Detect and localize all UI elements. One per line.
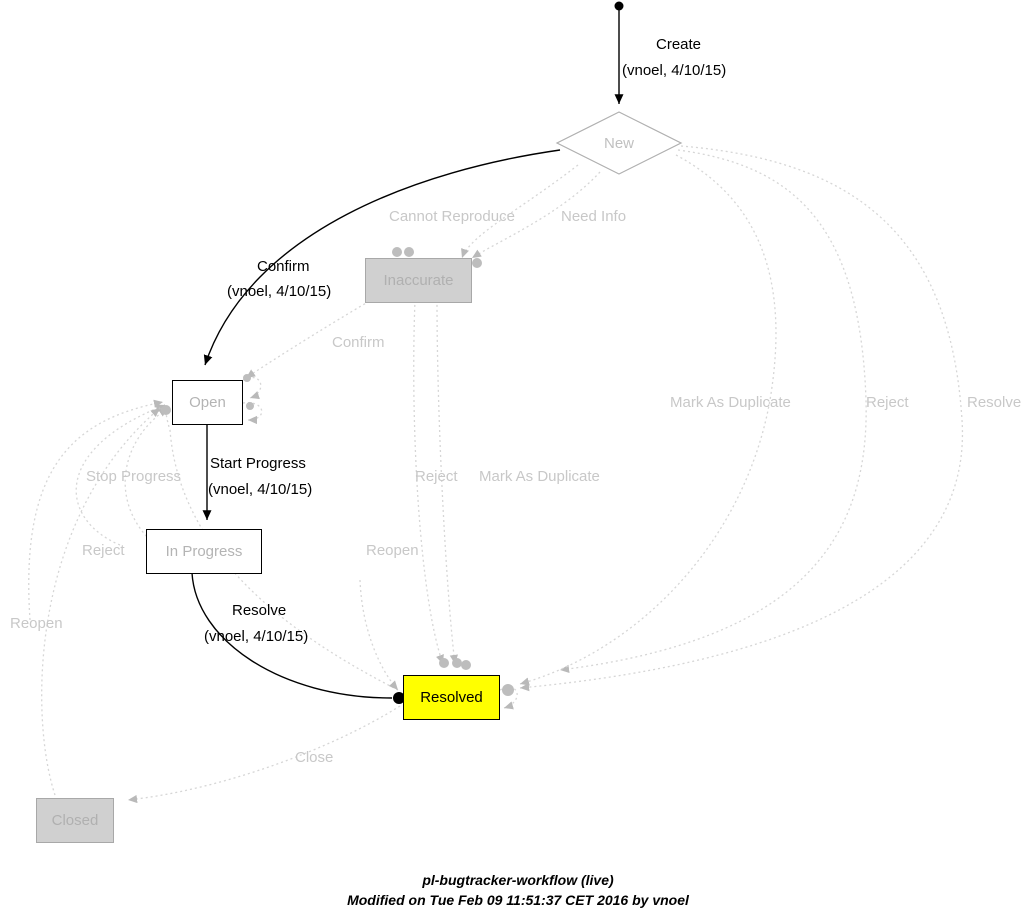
- transition-label-close: [295, 749, 333, 766]
- transition-cannot-reproduce-name: Cannot Reproduce: [389, 208, 515, 225]
- transition-label-reopen-mid: [366, 542, 419, 559]
- transition-label-mark-as-duplicate-right: [670, 394, 791, 411]
- transition-reject-left-name: Reject: [82, 542, 125, 559]
- node-inaccurate[interactable]: [365, 258, 472, 303]
- diagram-title-text: pl-bugtracker-workflow (live): [422, 872, 614, 888]
- transition-sub-create: [622, 62, 726, 79]
- transition-label-need-info: [561, 208, 626, 225]
- transition-label-resolve: [232, 602, 286, 619]
- transition-label-start-progress: [210, 455, 306, 472]
- transition-label-cannot-reproduce: [389, 208, 515, 225]
- diagram-modified: [0, 892, 1036, 908]
- node-new[interactable]: [557, 126, 681, 160]
- transition-confirm-dotted-name: Confirm: [332, 334, 385, 351]
- transition-confirm-actor: (vnoel, 4/10/15): [227, 283, 332, 300]
- node-in-progress[interactable]: [146, 529, 262, 574]
- transition-label-create: [656, 36, 701, 53]
- transition-sub-confirm: [227, 283, 331, 300]
- transition-create-name: Create: [656, 36, 702, 53]
- node-closed-label: Closed: [51, 812, 99, 829]
- transition-resolve-right-name: Resolve: [967, 394, 1022, 411]
- transition-mad-right-name: Mark As Duplicate: [670, 394, 791, 411]
- transition-label-reject-mid: [415, 468, 458, 485]
- node-resolved-label: Resolved: [420, 689, 483, 706]
- transition-reopen-left-name: Reopen: [10, 615, 63, 632]
- transition-label-confirm-dotted: [332, 334, 385, 351]
- diagram-modified-text: Modified on Tue Feb 09 11:51:37 CET 2016 by vnoel: [347, 892, 689, 908]
- node-in-progress-label: In Progress: [165, 543, 243, 560]
- transition-need-info-name: Need Info: [561, 208, 627, 225]
- transition-stop-progress-name: Stop Progress: [86, 468, 182, 485]
- transition-label-confirm: [257, 258, 310, 275]
- node-resolved[interactable]: [403, 675, 500, 720]
- transition-label-reopen-left: [10, 615, 63, 632]
- transition-close-name: Close: [295, 749, 334, 766]
- diagram-title: [0, 872, 1036, 888]
- transition-label-reject-right: [866, 394, 909, 411]
- transition-reopen-mid-name: Reopen: [366, 542, 419, 559]
- transition-mad-mid-name: Mark As Duplicate: [479, 468, 600, 485]
- transition-reject-right-name: Reject: [866, 394, 909, 411]
- node-open[interactable]: [172, 380, 243, 425]
- node-open-label: Open: [189, 394, 226, 411]
- transition-label-resolve-right: [967, 394, 1021, 411]
- transition-start-progress-actor: (vnoel, 4/10/15): [208, 481, 313, 498]
- transition-resolve-name: Resolve: [232, 602, 287, 619]
- node-inaccurate-label: Inaccurate: [383, 272, 454, 289]
- transition-reject-mid-name: Reject: [415, 468, 458, 485]
- transition-confirm-name: Confirm: [257, 258, 310, 275]
- transition-create-actor: (vnoel, 4/10/15): [622, 62, 727, 79]
- transition-sub-start-progress: [208, 481, 312, 498]
- transition-start-progress-name: Start Progress: [210, 455, 306, 472]
- node-new-label: New: [603, 134, 634, 152]
- transition-label-mark-as-duplicate-mid: [479, 468, 600, 485]
- transition-label-reject-left: [82, 542, 125, 559]
- transition-label-stop-progress: [86, 468, 181, 485]
- transition-resolve-actor: (vnoel, 4/10/15): [204, 628, 309, 645]
- node-closed[interactable]: [36, 798, 114, 843]
- transition-sub-resolve: [204, 628, 308, 645]
